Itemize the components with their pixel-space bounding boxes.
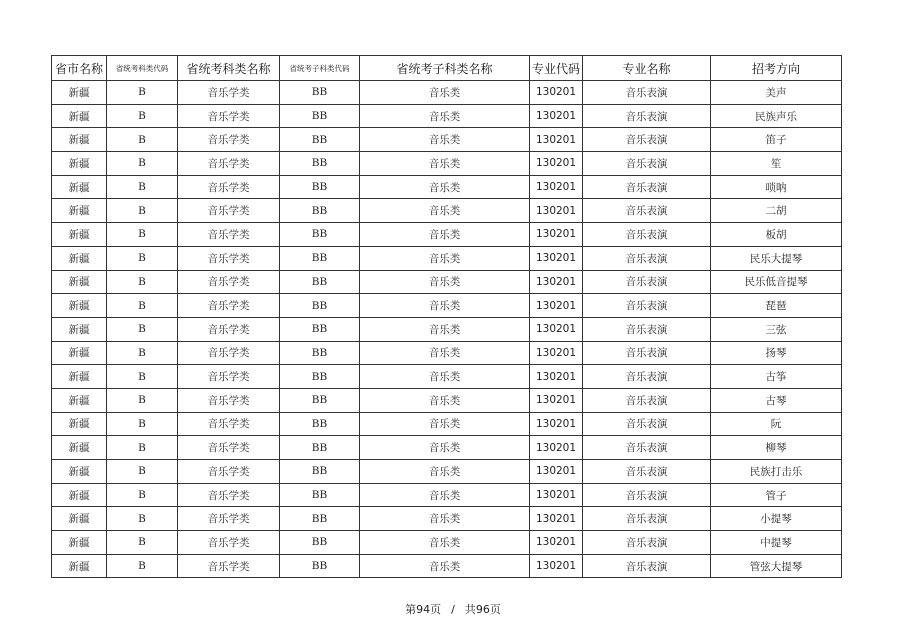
cell-direction: 民族声乐 [711,104,842,128]
cell-major-code: 130201 [530,223,583,247]
cell-province: 新疆 [52,483,107,507]
cell-sub-category-name: 音乐类 [360,128,530,152]
table-row [52,341,842,365]
cell-province: 新疆 [52,81,107,105]
cell-province: 新疆 [52,388,107,412]
cell-province: 新疆 [52,246,107,270]
table-row [52,483,842,507]
cell-major-name: 音乐表演 [583,223,711,247]
cell-major-code: 130201 [530,175,583,199]
cell-sub-category-name: 音乐类 [360,554,530,578]
cell-province: 新疆 [52,223,107,247]
cell-category-name: 音乐学类 [178,294,280,318]
cell-sub-category-name: 音乐类 [360,270,530,294]
cell-major-code: 130201 [530,483,583,507]
table-row [52,104,842,128]
cell-category-name: 音乐学类 [178,483,280,507]
cell-major-name: 音乐表演 [583,152,711,176]
cell-category-name: 音乐学类 [178,175,280,199]
cell-direction: 小提琴 [711,507,842,531]
cell-category-code: B [107,507,178,531]
cell-direction: 柳琴 [711,436,842,460]
table-row [52,223,842,247]
cell-sub-category-code: BB [280,223,360,247]
cell-sub-category-code: BB [280,531,360,555]
cell-sub-category-name: 音乐类 [360,175,530,199]
cell-category-name: 音乐学类 [178,152,280,176]
cell-category-name: 音乐学类 [178,128,280,152]
cell-sub-category-name: 音乐类 [360,436,530,460]
cell-category-code: B [107,246,178,270]
cell-category-code: B [107,483,178,507]
table-row [52,554,842,578]
cell-direction: 管弦大提琴 [711,554,842,578]
cell-major-code: 130201 [530,436,583,460]
header-admission-direction: 招考方向 [711,56,842,81]
cell-direction: 阮 [711,412,842,436]
cell-sub-category-name: 音乐类 [360,412,530,436]
cell-province: 新疆 [52,104,107,128]
cell-sub-category-code: BB [280,270,360,294]
cell-province: 新疆 [52,412,107,436]
cell-direction: 中提琴 [711,531,842,555]
cell-category-name: 音乐学类 [178,531,280,555]
table-row [52,128,842,152]
cell-major-code: 130201 [530,412,583,436]
table-row [52,507,842,531]
cell-major-name: 音乐表演 [583,199,711,223]
cell-sub-category-code: BB [280,246,360,270]
cell-province: 新疆 [52,199,107,223]
cell-major-code: 130201 [530,341,583,365]
cell-major-code: 130201 [530,246,583,270]
cell-sub-category-name: 音乐类 [360,531,530,555]
cell-major-name: 音乐表演 [583,483,711,507]
cell-category-code: B [107,199,178,223]
page-separator: / [451,603,455,616]
cell-sub-category-code: BB [280,199,360,223]
cell-sub-category-code: BB [280,104,360,128]
table-row [52,365,842,389]
total-pages-label: 共96页 [464,603,501,616]
cell-category-code: B [107,175,178,199]
cell-major-code: 130201 [530,507,583,531]
cell-province: 新疆 [52,294,107,318]
cell-major-name: 音乐表演 [583,104,711,128]
table-row [52,294,842,318]
cell-province: 新疆 [52,317,107,341]
cell-province: 新疆 [52,270,107,294]
cell-direction: 古筝 [711,365,842,389]
cell-major-code: 130201 [530,460,583,484]
cell-sub-category-name: 音乐类 [360,199,530,223]
current-page-label: 第94页 [405,603,442,616]
cell-sub-category-name: 音乐类 [360,104,530,128]
cell-province: 新疆 [52,175,107,199]
cell-category-code: B [107,365,178,389]
cell-direction: 管子 [711,483,842,507]
cell-category-code: B [107,81,178,105]
cell-sub-category-name: 音乐类 [360,81,530,105]
cell-major-code: 130201 [530,365,583,389]
cell-category-name: 音乐学类 [178,81,280,105]
cell-major-name: 音乐表演 [583,81,711,105]
table-row [52,531,842,555]
cell-direction: 笙 [711,152,842,176]
cell-sub-category-code: BB [280,388,360,412]
cell-province: 新疆 [52,531,107,555]
cell-major-code: 130201 [530,104,583,128]
cell-category-name: 音乐学类 [178,246,280,270]
table-row [52,317,842,341]
cell-sub-category-name: 音乐类 [360,460,530,484]
cell-direction: 美声 [711,81,842,105]
cell-direction: 笛子 [711,128,842,152]
cell-sub-category-code: BB [280,554,360,578]
table-row [52,436,842,460]
cell-direction: 琵琶 [711,294,842,318]
cell-category-code: B [107,270,178,294]
cell-sub-category-code: BB [280,507,360,531]
cell-sub-category-code: BB [280,128,360,152]
cell-major-name: 音乐表演 [583,460,711,484]
cell-category-code: B [107,554,178,578]
cell-sub-category-name: 音乐类 [360,341,530,365]
cell-province: 新疆 [52,436,107,460]
cell-category-name: 音乐学类 [178,436,280,460]
cell-direction: 三弦 [711,317,842,341]
cell-category-code: B [107,317,178,341]
table-row [52,412,842,436]
cell-major-name: 音乐表演 [583,365,711,389]
cell-category-code: B [107,412,178,436]
cell-category-name: 音乐学类 [178,507,280,531]
cell-sub-category-code: BB [280,412,360,436]
cell-major-name: 音乐表演 [583,294,711,318]
cell-major-code: 130201 [530,554,583,578]
cell-sub-category-code: BB [280,317,360,341]
cell-category-name: 音乐学类 [178,223,280,247]
cell-category-code: B [107,388,178,412]
cell-category-name: 音乐学类 [178,460,280,484]
cell-category-name: 音乐学类 [178,270,280,294]
table-row [52,246,842,270]
table-row [52,460,842,484]
cell-category-code: B [107,294,178,318]
cell-major-name: 音乐表演 [583,388,711,412]
cell-direction: 民乐大提琴 [711,246,842,270]
cell-major-name: 音乐表演 [583,554,711,578]
cell-major-name: 音乐表演 [583,531,711,555]
cell-category-code: B [107,460,178,484]
cell-category-code: B [107,104,178,128]
header-exam-category-name: 省统考科类名称 [178,56,280,81]
cell-major-name: 音乐表演 [583,317,711,341]
cell-category-name: 音乐学类 [178,388,280,412]
cell-province: 新疆 [52,365,107,389]
cell-category-name: 音乐学类 [178,554,280,578]
cell-sub-category-code: BB [280,483,360,507]
cell-direction: 二胡 [711,199,842,223]
cell-category-name: 音乐学类 [178,199,280,223]
cell-major-code: 130201 [530,152,583,176]
cell-sub-category-name: 音乐类 [360,246,530,270]
cell-category-code: B [107,128,178,152]
cell-sub-category-code: BB [280,341,360,365]
cell-category-code: B [107,531,178,555]
cell-major-name: 音乐表演 [583,341,711,365]
cell-sub-category-name: 音乐类 [360,294,530,318]
cell-province: 新疆 [52,554,107,578]
cell-category-name: 音乐学类 [178,104,280,128]
cell-sub-category-name: 音乐类 [360,365,530,389]
cell-major-code: 130201 [530,531,583,555]
cell-direction: 板胡 [711,223,842,247]
table-row [52,270,842,294]
cell-category-name: 音乐学类 [178,317,280,341]
cell-sub-category-code: BB [280,81,360,105]
cell-direction: 民乐低音提琴 [711,270,842,294]
cell-sub-category-name: 音乐类 [360,507,530,531]
header-sub-category-code: 省统考子科类代码 [280,56,360,81]
cell-category-code: B [107,223,178,247]
cell-sub-category-name: 音乐类 [360,483,530,507]
cell-major-code: 130201 [530,317,583,341]
header-major-name: 专业名称 [583,56,711,81]
cell-sub-category-name: 音乐类 [360,388,530,412]
table-row [52,152,842,176]
cell-category-code: B [107,152,178,176]
cell-major-name: 音乐表演 [583,436,711,460]
cell-major-code: 130201 [530,270,583,294]
cell-major-code: 130201 [530,199,583,223]
cell-sub-category-code: BB [280,365,360,389]
table-row [52,388,842,412]
cell-major-name: 音乐表演 [583,128,711,152]
cell-major-code: 130201 [530,294,583,318]
header-exam-category-code: 省统考科类代码 [107,56,178,81]
cell-sub-category-code: BB [280,152,360,176]
cell-sub-category-code: BB [280,460,360,484]
table-row [52,199,842,223]
cell-province: 新疆 [52,460,107,484]
cell-province: 新疆 [52,128,107,152]
cell-major-name: 音乐表演 [583,270,711,294]
cell-direction: 古琴 [711,388,842,412]
header-sub-category-name: 省统考子科类名称 [360,56,530,81]
cell-province: 新疆 [52,507,107,531]
table-row [52,175,842,199]
cell-category-name: 音乐学类 [178,341,280,365]
cell-major-name: 音乐表演 [583,507,711,531]
cell-sub-category-code: BB [280,175,360,199]
header-major-code: 专业代码 [530,56,583,81]
cell-category-code: B [107,341,178,365]
table-header-row [52,56,842,81]
cell-category-code: B [107,436,178,460]
cell-major-name: 音乐表演 [583,175,711,199]
admissions-table [51,55,842,578]
cell-sub-category-name: 音乐类 [360,223,530,247]
cell-sub-category-name: 音乐类 [360,317,530,341]
cell-major-code: 130201 [530,81,583,105]
cell-category-name: 音乐学类 [178,365,280,389]
cell-direction: 扬琴 [711,341,842,365]
cell-direction: 唢呐 [711,175,842,199]
page-footer [0,601,906,617]
cell-category-name: 音乐学类 [178,412,280,436]
cell-major-name: 音乐表演 [583,412,711,436]
cell-province: 新疆 [52,341,107,365]
cell-major-code: 130201 [530,388,583,412]
table-row [52,81,842,105]
header-province-name: 省市名称 [52,56,107,81]
cell-direction: 民族打击乐 [711,460,842,484]
table-body [52,81,842,578]
cell-province: 新疆 [52,152,107,176]
cell-sub-category-name: 音乐类 [360,152,530,176]
cell-major-name: 音乐表演 [583,246,711,270]
cell-major-code: 130201 [530,128,583,152]
cell-sub-category-code: BB [280,294,360,318]
cell-sub-category-code: BB [280,436,360,460]
